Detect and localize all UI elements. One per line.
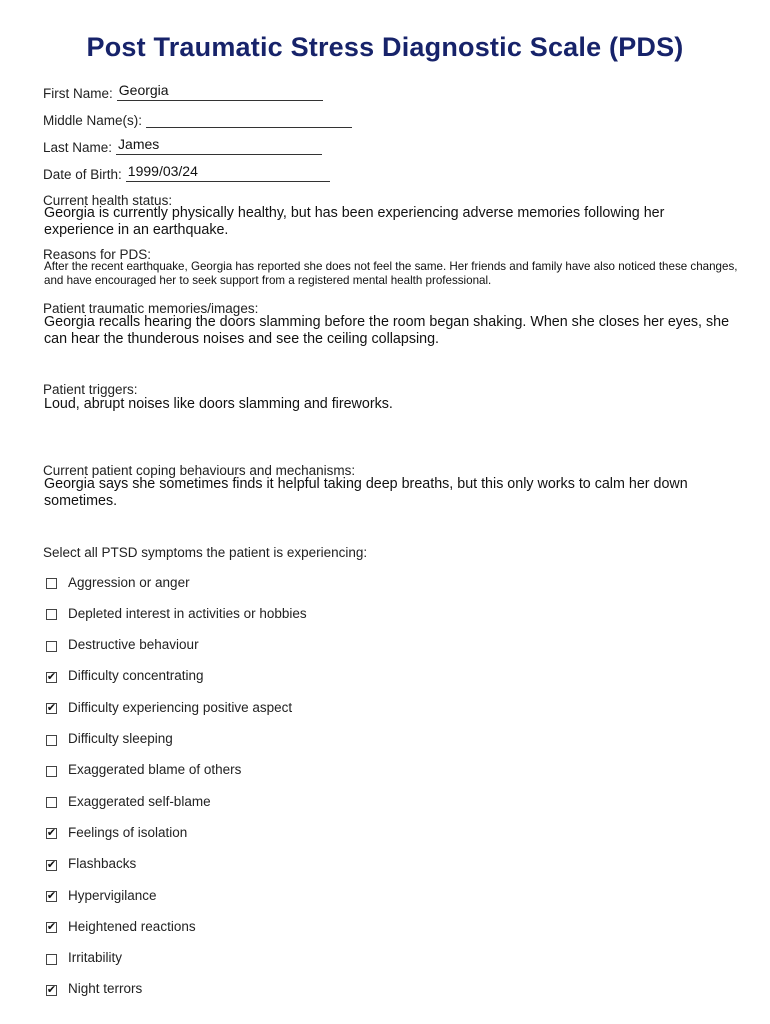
- dob-field: [43, 165, 330, 182]
- reasons-text[interactable]: After the recent earthquake, Georgia has reported she does not feel the same. Her friends and family have also noticed these changes, and have encouraged her to seek support from a registered mental health professional.: [44, 260, 738, 287]
- symptom-label: Heightened reactions: [68, 918, 196, 934]
- first-name-input[interactable]: [117, 84, 323, 101]
- symptom-checkbox[interactable]: [46, 766, 57, 777]
- checkmark-icon: ✔: [46, 983, 57, 996]
- symptom-checkbox[interactable]: [46, 703, 57, 714]
- middle-name-label: Middle Name(s):: [43, 113, 143, 128]
- symptom-label: Irritability: [68, 950, 123, 966]
- symptom-label: Exaggerated self-blame: [68, 793, 211, 809]
- triggers-label: Patient triggers:: [43, 382, 138, 397]
- middle-name-input[interactable]: [146, 111, 352, 128]
- checkmark-icon: ✔: [46, 890, 57, 902]
- coping-text[interactable]: Georgia says she sometimes finds it helpful taking deep breaths, but this only works to calm her down sometimes.: [44, 476, 688, 509]
- symptom-item: [46, 979, 142, 999]
- first-name-value: Georgia: [118, 82, 169, 98]
- symptom-label: Destructive behaviour: [68, 637, 199, 653]
- symptom-label: Exaggerated blame of others: [68, 762, 242, 778]
- symptom-label: Hypervigilance: [68, 887, 157, 903]
- symptoms-instruction: Select all PTSD symptoms the patient is experiencing:: [43, 545, 368, 560]
- dob-input[interactable]: [126, 165, 330, 182]
- symptom-item: [46, 729, 173, 749]
- symptom-checkbox[interactable]: [46, 797, 57, 808]
- symptom-item: [46, 854, 136, 874]
- symptom-label: Night terrors: [68, 981, 143, 997]
- dob-value: 1999/03/24: [127, 163, 198, 179]
- middle-name-field: [43, 111, 352, 128]
- symptom-item: [46, 635, 199, 655]
- symptom-item: [46, 885, 157, 905]
- coping-label: Current patient coping behaviours and mechanisms:: [43, 463, 356, 478]
- symptom-item: [46, 822, 187, 842]
- symptom-checkbox[interactable]: [46, 672, 57, 683]
- symptom-label: Aggression or anger: [68, 574, 190, 590]
- checkmark-icon: ✔: [46, 921, 57, 934]
- page-title: Post Traumatic Stress Diagnostic Scale (PDS): [86, 32, 684, 62]
- reasons-label: Reasons for PDS:: [43, 247, 152, 262]
- checkmark-icon: ✔: [46, 670, 57, 683]
- symptom-item: [46, 666, 204, 686]
- symptom-checkbox[interactable]: [46, 891, 57, 902]
- symptom-item: [46, 948, 122, 968]
- triggers-text[interactable]: Loud, abrupt noises like doors slamming and fireworks.: [44, 396, 393, 412]
- symptom-item: [46, 603, 307, 623]
- symptom-label: Difficulty experiencing positive aspect: [68, 699, 293, 715]
- symptom-item: [46, 791, 211, 811]
- symptom-checkbox[interactable]: [46, 922, 57, 933]
- symptom-item: [46, 572, 190, 592]
- symptom-checkbox[interactable]: [46, 735, 57, 746]
- symptom-label: Feelings of isolation: [68, 824, 188, 840]
- checkmark-icon: ✔: [46, 858, 57, 871]
- checkmark-icon: ✔: [46, 827, 57, 840]
- last-name-label: Last Name:: [43, 140, 113, 155]
- dob-label: Date of Birth:: [43, 167, 122, 182]
- checkmark-icon: ✔: [46, 702, 57, 715]
- symptom-label: Flashbacks: [68, 856, 137, 872]
- symptom-checkbox[interactable]: [46, 954, 57, 965]
- health-status-text[interactable]: Georgia is currently physically healthy, but has been experiencing adverse memories following her experience in an earthquake.: [44, 205, 665, 238]
- first-name-label: First Name:: [43, 86, 113, 101]
- symptom-checkbox[interactable]: [46, 609, 57, 620]
- symptom-label: Difficulty sleeping: [68, 731, 173, 746]
- health-status-label: Current health status:: [43, 193, 173, 208]
- symptom-item: [46, 697, 292, 717]
- memories-label: Patient traumatic memories/images:: [43, 301, 259, 316]
- symptom-item: [46, 760, 241, 780]
- symptom-checkbox[interactable]: [46, 828, 57, 839]
- last-name-value: James: [118, 136, 160, 152]
- memories-text[interactable]: Georgia recalls hearing the doors slamming before the room began shaking. When she closes her eyes, she can hear the thunderous noises and see the ceiling collapsing.: [44, 314, 730, 347]
- symptom-item: [46, 916, 196, 936]
- symptom-checkbox[interactable]: [46, 641, 57, 652]
- last-name-field: [43, 138, 322, 155]
- first-name-field: [43, 84, 323, 101]
- symptom-label: Depleted interest in activities or hobbies: [68, 605, 307, 621]
- symptom-checkbox[interactable]: [46, 578, 57, 589]
- symptom-checkbox[interactable]: [46, 985, 57, 996]
- last-name-input[interactable]: [116, 138, 322, 155]
- symptom-label: Difficulty concentrating: [68, 668, 204, 684]
- symptom-checkbox[interactable]: [46, 860, 57, 871]
